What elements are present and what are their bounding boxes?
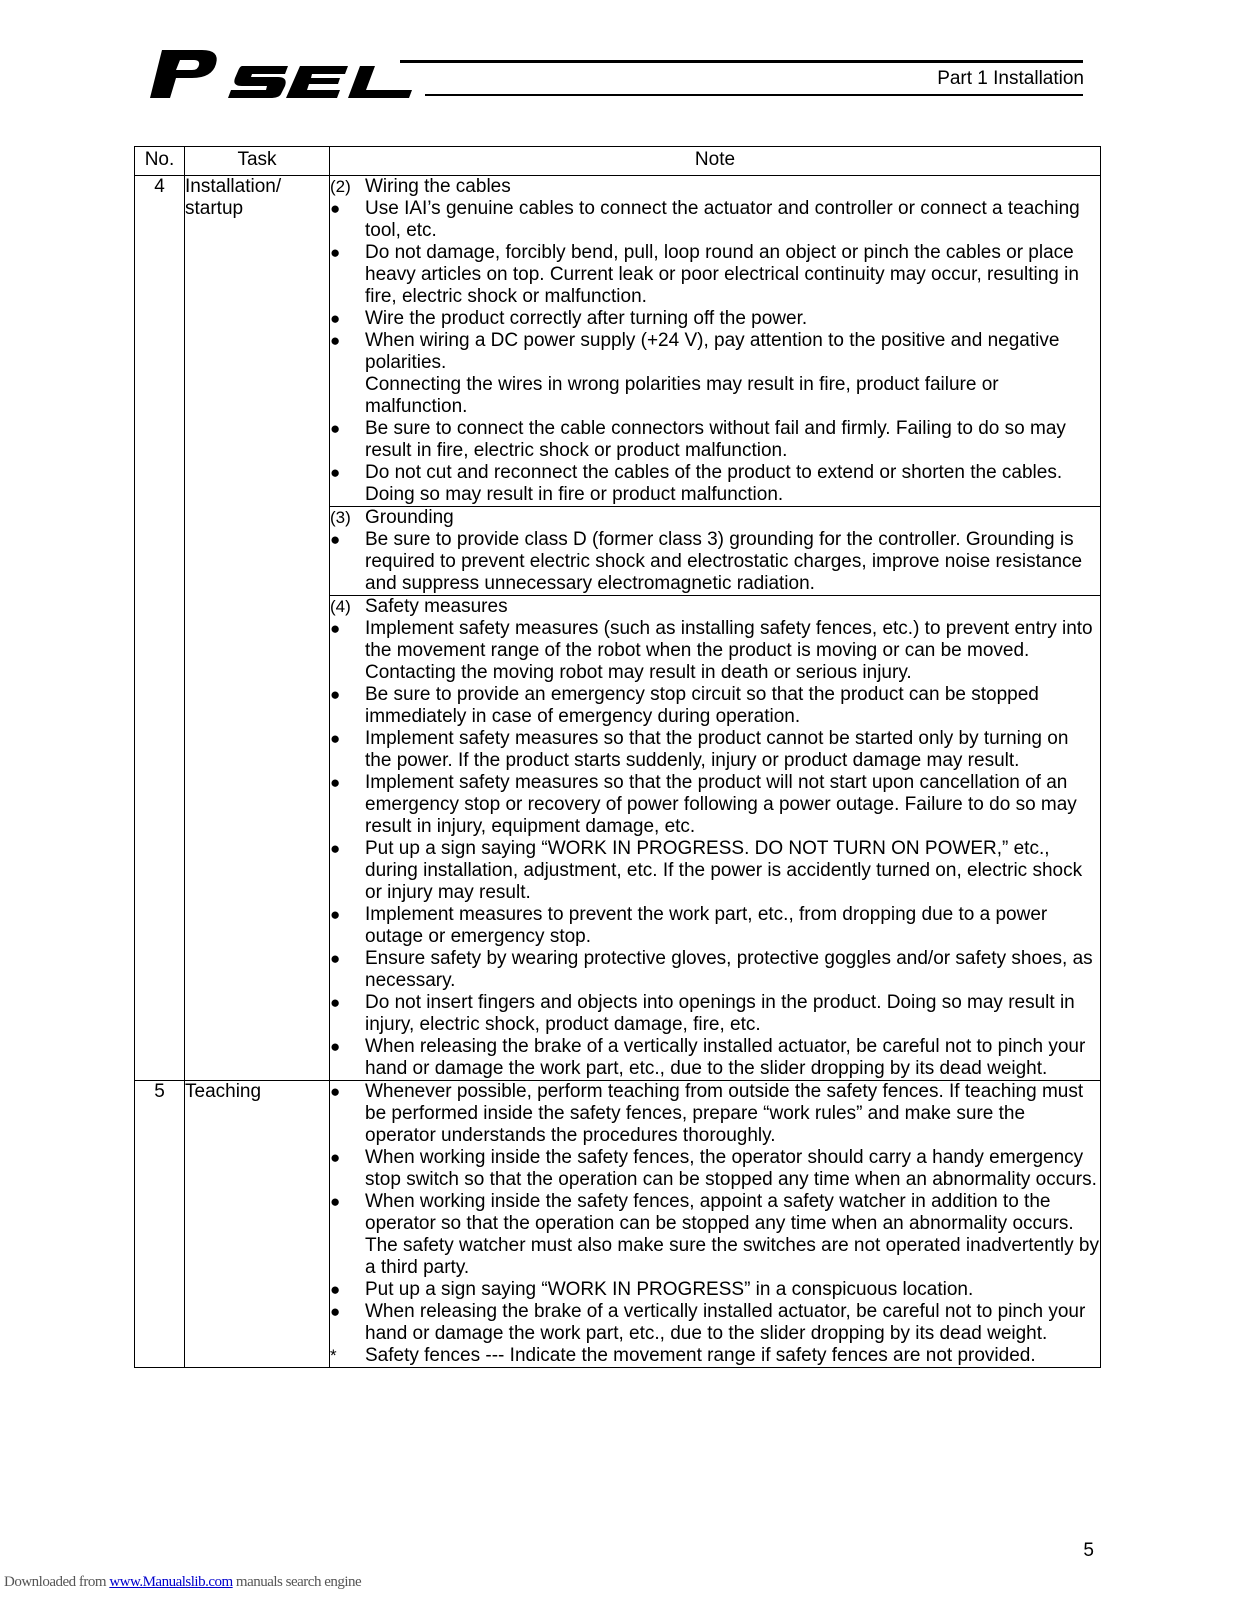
list-item: ● Implement safety measures so that the product will not start upon cancellation of an emergency stop or recovery of power following a power outage. Failure to do so may result in injury, equipment damage, etc.: [330, 772, 1077, 837]
table-header-row: [135, 147, 1101, 176]
list-item: ● Put up a sign saying “WORK IN PROGRESS” in a conspicuous location.: [330, 1279, 974, 1300]
safety-table: [134, 146, 1101, 1368]
list-item: ● When releasing the brake of a vertically installed actuator, be careful not to pinch your hand or damage the work part, etc., due to the slider dropping by its dead weight.: [330, 1036, 1086, 1079]
manualslib-link[interactable]: www.Manualslib.com: [109, 1574, 233, 1590]
list-item: ● Be sure to provide class D (former class 3) grounding for the controller. Grounding is required to prevent electric shock and electrostatic charges, improve noise resistance and suppress unnecessary electromagnetic radiation.: [330, 529, 1083, 594]
note-block-teaching: [330, 1081, 1101, 1368]
footer-suffix: manuals search engine: [232, 1574, 362, 1590]
note-block-grounding: [330, 507, 1101, 596]
table-row: [135, 176, 1101, 507]
list-item: ● Whenever possible, perform teaching from outside the safety fences. If teaching must be performed inside the safety fences, prepare “work rules” and make sure the operator understands the procedures thoroughly.: [330, 1081, 1084, 1146]
list-item: ● Implement safety measures (such as installing safety fences, etc.) to prevent entry into the movement range of the robot when the product is moving or can be moved. Contacting the moving robot may result in death or serious injury.: [330, 618, 1093, 683]
header-no: No.: [135, 147, 185, 176]
list-item: ● Do not insert fingers and objects into openings in the product. Doing so may result in injury, electric shock, product damage, fire, etc.: [330, 992, 1075, 1035]
list-item: ● Implement safety measures so that the product cannot be started only by turning on the power. If the product starts suddenly, injury or product damage may result.: [330, 728, 1069, 771]
section-title: Part 1 Installation: [937, 68, 1084, 89]
list-item: ● Wire the product correctly after turning off the power.: [330, 308, 808, 329]
list-item: ● Put up a sign saying “WORK IN PROGRESS. DO NOT TURN ON POWER,” etc., during installation, adjustment, etc. If the power is accidently turned on, electric shock or injury may result.: [330, 838, 1083, 903]
list-item: ● Do not cut and reconnect the cables of the product to extend or shorten the cables. Doing so may result in fire or product malfunction.: [330, 462, 1063, 505]
download-footer: [4, 1574, 361, 1591]
list-item: ● When releasing the brake of a vertically installed actuator, be careful not to pinch your hand or damage the work part, etc., due to the slider dropping by its dead weight.: [330, 1301, 1086, 1344]
page-number: 5: [1083, 1540, 1094, 1561]
header-note: Note: [330, 147, 1101, 176]
psel-logo: [150, 48, 420, 100]
header-rule-top: [400, 60, 1083, 63]
list-item: ● Be sure to provide an emergency stop circuit so that the product can be stopped immediately in case of emergency during operation.: [330, 684, 1039, 727]
row-number: 5: [135, 1081, 185, 1368]
list-item: ● Implement measures to prevent the work part, etc., from dropping due to a power outage or emergency stop.: [330, 904, 1048, 947]
footer-prefix: Downloaded from: [4, 1574, 110, 1590]
list-item: ● Do not damage, forcibly bend, pull, loop round an object or pinch the cables or place heavy articles on top. Current leak or poor electrical continuity may occur, resulting in fire, electric shock or malfunction.: [330, 242, 1079, 307]
list-item: ● When working inside the safety fences, the operator should carry a handy emergency stop switch so that the operation can be stopped any time when an abnormality occurs.: [330, 1147, 1097, 1190]
note-block-safety: [330, 596, 1101, 1081]
list-item: ● When working inside the safety fences, appoint a safety watcher in addition to the operator so that the operation can be stopped any time when an abnormality occurs. The safety watcher must also make sure the switches are not operated inadvertently by a third party.: [330, 1191, 1099, 1278]
header-task: Task: [185, 147, 330, 176]
list-item: ● When wiring a DC power supply (+24 V), pay attention to the positive and negative polarities.: [330, 330, 1060, 373]
table-row: [135, 1081, 1101, 1368]
block-heading: (3) Grounding: [330, 507, 454, 528]
row-task: Installation/ startup: [185, 176, 330, 1081]
list-item: ● Use IAI’s genuine cables to connect the actuator and controller or connect a teaching tool, etc.: [330, 198, 1080, 241]
list-item: ● Be sure to connect the cable connectors without fail and firmly. Failing to do so may result in fire, electric shock or product malfunction.: [330, 418, 1066, 461]
row-number: 4: [135, 176, 185, 1081]
block-heading: (4) Safety measures: [330, 596, 508, 617]
row-task: Teaching: [185, 1081, 330, 1368]
block-heading: (2) Wiring the cables: [330, 176, 511, 197]
header-rule-bottom: [425, 94, 1083, 96]
list-item-continuation: Connecting the wires in wrong polarities may result in fire, product failure or malfunction.: [365, 374, 999, 417]
note-block-wiring: [330, 176, 1101, 507]
footnote: * Safety fences --- Indicate the movement range if safety fences are not provided.: [330, 1345, 1036, 1366]
list-item: ● Ensure safety by wearing protective gloves, protective goggles and/or safety shoes, as necessary.: [330, 948, 1093, 991]
